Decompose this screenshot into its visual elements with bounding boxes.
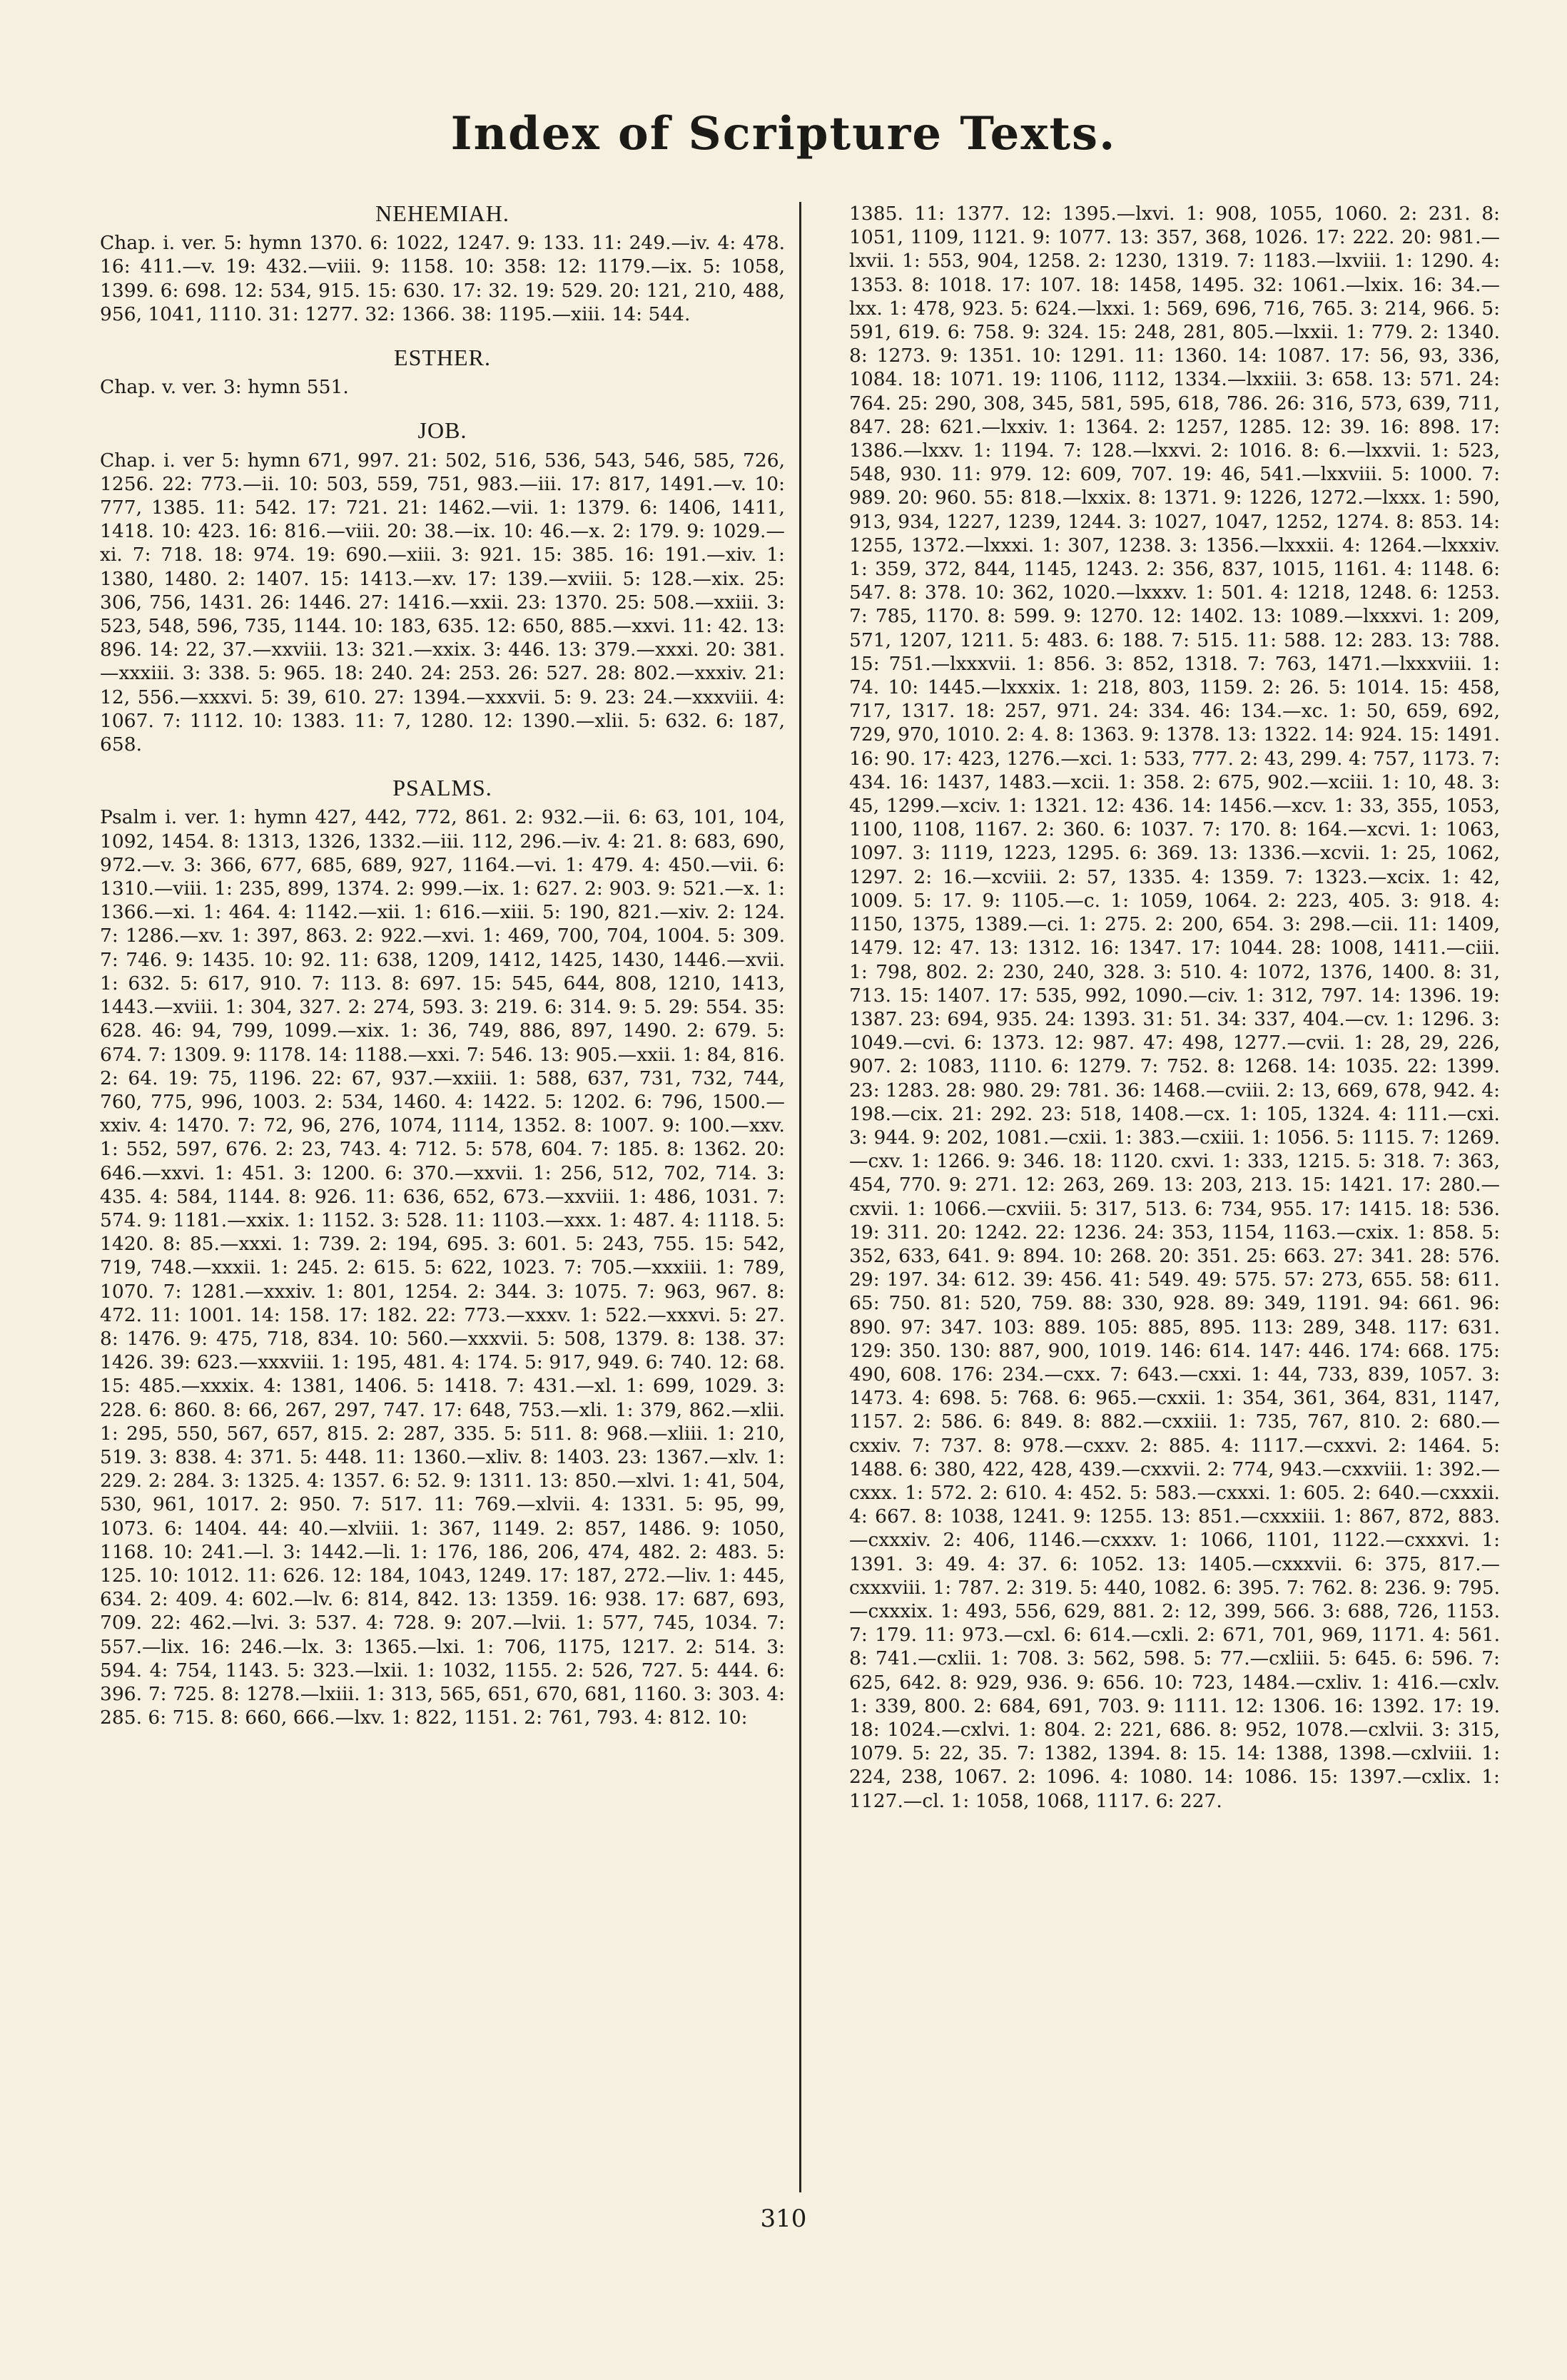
index-entry-nehemiah: Chap. i. ver. 5: hymn 1370. 6: 1022, 1247. 9: 133. 11: 249.—iv. 4: 478. 16: 411.—v. 19: 432.—viii. 9: 1158. 10: 358: 12: 1179.—ix. 5: 1058, 1399. 6: 698. 12: 534, 915. 15: 630. 17: 32. 19: 529. 20: 121, 210, 488, 956, 1041, 1110. 31: 1277. 32: 1366. 38: 1195.—xiii. 14: 544.	[100, 232, 785, 325]
page-number: 310	[760, 2204, 807, 2233]
left-column	[100, 202, 785, 2207]
book-heading-job: JOB.	[417, 417, 467, 444]
page-title: Index of Scripture Texts.	[450, 107, 1117, 161]
index-entry-job: Chap. i. ver 5: hymn 671, 997. 21: 502, 516, 536, 543, 546, 585, 726, 1256. 22: 773.—ii. 10: 503, 559, 751, 983.—iii. 17: 817, 1491.—v. 10: 777, 1385. 11: 542. 17: 721. 21: 1462.—vii. 1: 1379. 6: 1406, 1411, 1418. 10: 423. 16: 816.—viii. 20: 38.—ix. 10: 46.—x. 2: 179. 9: 1029.—xi. 7: 718. 18: 974. 19: 690.—xiii. 3: 921. 15: 385. 16: 191.—xiv. 1: 1380, 1480. 2: 1407. 15: 1413.—xv. 17: 139.—xviii. 5: 128.—xix. 25: 306, 756, 1431. 26: 1446. 27: 1416.—xxii. 23: 1370. 25: 508.—xxiii. 3: 523, 548, 596, 735, 1144. 10: 183, 635. 12: 650, 885.—xxvi. 11: 42. 13: 896. 14: 22, 37.—xxviii. 13: 321.—xxix. 3: 446. 13: 379.—xxxi. 20: 381.—xxxiii. 3: 338. 5: 965. 18: 240. 24: 253. 26: 527. 28: 802.—xxxiv. 21: 12, 556.—xxxvi. 5: 39, 610. 27: 1394.—xxxvii. 5: 9. 23: 24.—xxxviii. 4: 1067. 7: 1112. 10: 1383. 11: 7, 1280. 12: 1390.—xlii. 5: 632. 6: 187, 658.	[100, 449, 785, 756]
right-column	[849, 202, 1500, 2200]
index-entry-esther: Chap. v. ver. 3: hymn 551.	[100, 376, 349, 399]
book-heading-nehemiah: NEHEMIAH.	[375, 202, 509, 226]
index-entry-psalms: Psalm i. ver. 1: hymn 427, 442, 772, 861. 2: 932.—ii. 6: 63, 101, 104, 1092, 1454. 8: 1313, 1326, 1332.—iii. 112, 296.—iv. 4: 21. 8: 683, 690, 972.—v. 3: 366, 677, 685, 689, 927, 1164.—vi. 1: 479. 4: 450.—vii. 6: 1310.—viii. 1: 235, 899, 1374. 2: 999.—ix. 1: 627. 2: 903. 9: 521.—x. 1: 1366.—xi. 1: 464. 4: 1142.—xii. 1: 616.—xiii. 5: 190, 821.—xiv. 2: 124. 7: 1286.—xv. 1: 397, 863. 2: 922.—xvi. 1: 469, 700, 704, 1004. 5: 309. 7: 746. 9: 1435. 10: 92. 11: 638, 1209, 1412, 1425, 1430, 1446.—xvii. 1: 632. 5: 617, 910. 7: 113. 8: 697. 15: 545, 644, 808, 1210, 1413, 1443.—xviii. 1: 304, 327. 2: 274, 593. 3: 219. 6: 314. 9: 5. 29: 554. 35: 628. 46: 94, 799, 1099.—xix. 1: 36, 749, 886, 897, 1490. 2: 679. 5: 674. 7: 1309. 9: 1178. 14: 1188.—xxi. 7: 546. 13: 905.—xxii. 1: 84, 816. 2: 64. 19: 75, 1196. 22: 67, 937.—xxiii. 1: 588, 637, 731, 732, 744, 760, 775, 996, 1003. 2: 534, 1460. 4: 1422. 5: 1202. 6: 796, 1500.—xxiv. 4: 1470. 7: 72, 96, 276, 1074, 1114, 1352. 8: 1007. 9: 100.—xxv. 1: 552, 597, 676. 2: 23, 743. 4: 712. 5: 578, 604. 7: 185. 8: 1362. 20: 646.—xxvi. 1: 451. 3: 1200. 6: 370.—xxvii. 1: 256, 512, 702, 714. 3: 435. 4: 584, 1144. 8: 926. 11: 636, 652, 673.—xxviii. 1: 486, 1031. 7: 574. 9: 1181.—xxix. 1: 1152. 3: 528. 11: 1103.—xxx. 1: 487. 4: 1118. 5: 1420. 8: 85.—xxxi. 1: 739. 2: 194, 695. 3: 601. 5: 243, 755. 15: 542, 719, 748.—xxxii. 1: 245. 2: 615. 5: 622, 1023. 7: 705.—xxxiii. 1: 789, 1070. 7: 1281.—xxxiv. 1: 801, 1254. 2: 344. 3: 1075. 7: 963, 967. 8: 472. 11: 1001. 14: 158. 17: 182. 22: 773.—xxxv. 1: 522.—xxxvi. 5: 27. 8: 1476. 9: 475, 718, 834. 10: 560.—xxxvii. 5: 508, 1379. 8: 138. 37: 1426. 39: 623.—xxxviii. 1: 195, 481. 4: 174. 5: 917, 949. 6: 740. 12: 68. 15: 485.—xxxix. 4: 1381, 1406. 5: 1418. 7: 431.—xl. 1: 699, 1029. 3: 228. 6: 860. 8: 66, 267, 297, 747. 17: 648, 753.—xli. 1: 379, 862.—xlii. 1: 295, 550, 567, 657, 815. 2: 287, 335. 5: 511. 8: 968.—xliii. 1: 210, 519. 3: 838. 4: 371. 5: 448. 11: 1360.—xliv. 8: 1403. 23: 1367.—xlv. 1: 229. 2: 284. 3: 1325. 4: 1357. 6: 52. 9: 1311. 13: 850.—xlvi. 1: 41, 504, 530, 961, 1017. 2: 950. 7: 517. 11: 769.—xlvii. 4: 1331. 5: 95, 99, 1073. 6: 1404. 44: 40.—xlviii. 1: 367, 1149. 2: 857, 1486. 9: 1050, 1168. 10: 241.—l. 3: 1442.—li. 1: 176, 186, 206, 474, 482. 2: 483. 5: 125. 10: 1012. 11: 626. 12: 184, 1043, 1249. 17: 187, 272.—liv. 1: 445, 634. 2: 409. 4: 602.—lv. 6: 814, 842. 13: 1359. 16: 938. 17: 687, 693, 709. 22: 462.—lvi. 3: 537. 4: 728. 9: 207.—lvii. 1: 577, 745, 1034. 7: 557.—lix. 16: 246.—lx. 3: 1365.—lxi. 1: 706, 1175, 1217. 2: 514. 3: 594. 4: 754, 1143. 5: 323.—lxii. 1: 1032, 1155. 2: 526, 727. 5: 444. 6: 396. 7: 725. 8: 1278.—lxiii. 1: 313, 565, 651, 670, 681, 1160. 3: 303. 4: 285. 6: 715. 8: 660, 666.—lxv. 1: 822, 1151. 2: 761, 793. 4: 812. 10:	[100, 806, 785, 1729]
book-heading-esther: ESTHER.	[394, 345, 491, 371]
book-heading-psalms: PSALMS.	[392, 775, 492, 801]
column-divider	[799, 202, 801, 2192]
index-entry-psalms-continued: 1385. 11: 1377. 12: 1395.—lxvi. 1: 908, 1055, 1060. 2: 231. 8: 1051, 1109, 1121. 9: 1077. 13: 357, 368, 1026. 17: 222. 20: 981.—lxvii. 1: 553, 904, 1258. 2: 1230, 1319. 7: 1183.—lxviii. 1: 1290. 4: 1353. 8: 1018. 17: 107. 18: 1458, 1495. 32: 1061.—lxix. 16: 34.—lxx. 1: 478, 923. 5: 624.—lxxi. 1: 569, 696, 716, 765. 3: 214, 966. 5: 591, 619. 6: 758. 9: 324. 15: 248, 281, 805.—lxxii. 1: 779. 2: 1340. 8: 1273. 9: 1351. 10: 1291. 11: 1360. 14: 1087. 17: 56, 93, 336, 1084. 18: 1071. 19: 1106, 1112, 1334.—lxxiii. 3: 658. 13: 571. 24: 764. 25: 290, 308, 345, 581, 595, 618, 786. 26: 316, 573, 639, 711, 847. 28: 621.—lxxiv. 1: 1364. 2: 1257, 1285. 12: 39. 16: 898. 17: 1386.—lxxv. 1: 1194. 7: 128.—lxxvi. 2: 1016. 8: 6.—lxxvii. 1: 523, 548, 930. 11: 979. 12: 609, 707. 19: 46, 541.—lxxviii. 5: 1000. 7: 989. 20: 960. 55: 818.—lxxix. 8: 1371. 9: 1226, 1272.—lxxx. 1: 590, 913, 934, 1227, 1239, 1244. 3: 1027, 1047, 1252, 1274. 8: 853. 14: 1255, 1372.—lxxxi. 1: 307, 1238. 3: 1356.—lxxxii. 4: 1264.—lxxxiv. 1: 359, 372, 844, 1145, 1243. 2: 356, 837, 1015, 1161. 4: 1148. 6: 547. 8: 378. 10: 362, 1020.—lxxxv. 1: 501. 4: 1218, 1248. 6: 1253. 7: 785, 1170. 8: 599. 9: 1270. 12: 1402. 13: 1089.—lxxxvi. 1: 209, 571, 1207, 1211. 5: 483. 6: 188. 7: 515. 11: 588. 12: 283. 13: 788. 15: 751.—lxxxvii. 1: 856. 3: 852, 1318. 7: 763, 1471.—lxxxviii. 1: 74. 10: 1445.—lxxxix. 1: 218, 803, 1159. 2: 26. 5: 1014. 15: 458, 717, 1317. 18: 257, 971. 24: 334. 46: 134.—xc. 1: 50, 659, 692, 729, 970, 1010. 2: 4. 8: 1363. 9: 1378. 13: 1322. 14: 924. 15: 1491. 16: 90. 17: 423, 1276.—xci. 1: 533, 777. 2: 43, 299. 4: 757, 1173. 7: 434. 16: 1437, 1483.—xcii. 1: 358. 2: 675, 902.—xciii. 1: 10, 48. 3: 45, 1299.—xciv. 1: 1321. 12: 436. 14: 1456.—xcv. 1: 33, 355, 1053, 1100, 1108, 1167. 2: 360. 6: 1037. 7: 170. 8: 164.—xcvi. 1: 1063, 1097. 3: 1119, 1223, 1295. 6: 369. 13: 1336.—xcvii. 1: 25, 1062, 1297. 2: 16.—xcviii. 2: 57, 1335. 4: 1359. 7: 1323.—xcix. 1: 42, 1009. 5: 17. 9: 1105.—c. 1: 1059, 1064. 2: 223, 405. 3: 918. 4: 1150, 1375, 1389.—ci. 1: 275. 2: 200, 654. 3: 298.—cii. 11: 1409, 1479. 12: 47. 13: 1312. 16: 1347. 17: 1044. 28: 1008, 1411.—ciii. 1: 798, 802. 2: 230, 240, 328. 3: 510. 4: 1072, 1376, 1400. 8: 31, 713. 15: 1407. 17: 535, 992, 1090.—civ. 1: 312, 797. 14: 1396. 19: 1387. 23: 694, 935. 24: 1393. 31: 51. 34: 337, 404.—cv. 1: 1296. 3: 1049.—cvi. 6: 1373. 12: 987. 47: 498, 1277.—cvii. 1: 28, 29, 226, 907. 2: 1083, 1110. 6: 1279. 7: 752. 8: 1268. 14: 1035. 22: 1399. 23: 1283. 28: 980. 29: 781. 36: 1468.—cviii. 2: 13, 669, 678, 942. 4: 198.—cix. 21: 292. 23: 518, 1408.—cx. 1: 105, 1324. 4: 111.—cxi. 3: 944. 9: 202, 1081.—cxii. 1: 383.—cxiii. 1: 1056. 5: 1115. 7: 1269.—cxv. 1: 1266. 9: 346. 18: 1120. cxvi. 1: 333, 1215. 5: 318. 7: 363, 454, 770. 9: 271. 12: 263, 269. 13: 203, 213. 15: 1421. 17: 280.—cxvii. 1: 1066.—cxviii. 5: 317, 513. 6: 734, 955. 17: 1415. 18: 536. 19: 311. 20: 1242. 22: 1236. 24: 353, 1154, 1163.—cxix. 1: 858. 5: 352, 633, 641. 9: 894. 10: 268. 20: 351. 25: 663. 27: 341. 28: 576. 29: 197. 34: 612. 39: 456. 41: 549. 49: 575. 57: 273, 655. 58: 611. 65: 750. 81: 520, 759. 88: 330, 928. 89: 349, 1191. 94: 661. 96: 890. 97: 347. 103: 889. 105: 885, 895. 113: 289, 348. 117: 631. 129: 350. 130: 887, 900, 1019. 146: 614. 147: 446. 174: 668. 175: 490, 608. 176: 234.—cxx. 7: 643.—cxxi. 1: 44, 733, 839, 1057. 3: 1473. 4: 698. 5: 768. 6: 965.—cxxii. 1: 354, 361, 364, 831, 1147, 1157. 2: 586. 6: 849. 8: 882.—cxxiii. 1: 735, 767, 810. 2: 680.—cxxiv. 7: 737. 8: 978.—cxxv. 2: 885. 4: 1117.—cxxvi. 2: 1464. 5: 1488. 6: 380, 422, 428, 439.—cxxvii. 2: 774, 943.—cxxviii. 1: 392.—cxxx. 1: 572. 2: 610. 4: 452. 5: 583.—cxxxi. 1: 605. 2: 640.—cxxxii. 4: 667. 8: 1038, 1241. 9: 1255. 13: 851.—cxxxiii. 1: 867, 872, 883.—cxxxiv. 2: 406, 1146.—cxxxv. 1: 1066, 1101, 1122.—cxxxvi. 1: 1391. 3: 49. 4: 37. 6: 1052. 13: 1405.—cxxxvii. 6: 375, 817.—cxxxviii. 1: 787. 2: 319. 5: 440, 1082. 6: 395. 7: 762. 8: 236. 9: 795.—cxxxix. 1: 493, 556, 629, 881. 2: 12, 399, 566. 3: 688, 726, 1153. 7: 179. 11: 973.—cxl. 6: 614.—cxli. 2: 671, 701, 969, 1171. 4: 561. 8: 741.—cxlii. 1: 708. 3: 562, 598. 5: 77.—cxliii. 5: 645. 6: 596. 7: 625, 642. 8: 929, 936. 9: 656. 10: 723, 1484.—cxliv. 1: 416.—cxlv. 1: 339, 800. 2: 684, 691, 703. 9: 1111. 12: 1306. 16: 1392. 17: 19. 18: 1024.—cxlvi. 1: 804. 2: 221, 686. 8: 952, 1078.—cxlvii. 3: 315, 1079. 5: 22, 35. 7: 1382, 1394. 8: 15. 14: 1388, 1398.—cxlviii. 1: 224, 238, 1067. 2: 1096. 4: 1080. 14: 1086. 15: 1397.—cxlix. 1: 1127.—cl. 1: 1058, 1068, 1117. 6: 227.	[849, 203, 1500, 1812]
